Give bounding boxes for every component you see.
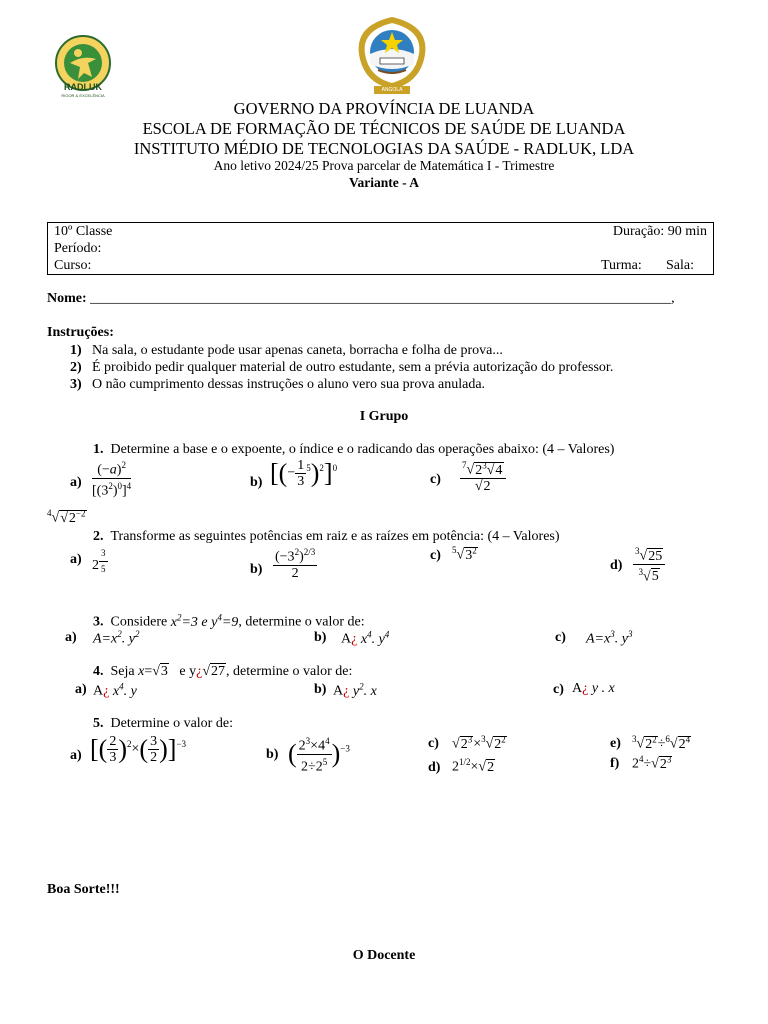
question-4: 4. Seja x=√3 e y¿√27, determine o valor de:: [93, 664, 353, 679]
q3-expr-c: $A=x^3$. $y^3$: [586, 629, 633, 647]
nome-row: [47, 291, 675, 307]
boa-sorte: Boa Sorte!!!: [47, 882, 120, 897]
q3-expr-a: $A=x^2$. $y^2$: [93, 629, 140, 647]
q2-expr-a: 2 $^{\frac{3}{5}}$: [92, 548, 106, 574]
q5-label-e: e): [610, 736, 621, 751]
angola-emblem: [352, 14, 432, 100]
q4-label-b: b): [314, 682, 327, 697]
q5-expr-f: $2^4\div√2^3$: [632, 754, 672, 772]
q1-expr-a: $\frac{(-a)^2}{[(3^2)^0]^4}$: [92, 460, 132, 499]
header-line-3: INSTITUTO MÉDIO DE TECNOLOGIAS DA SAÚDE - RADLUK, LDA: [133, 139, 635, 158]
sala-field: Sala:: [666, 258, 694, 273]
question-1: 1. Determine a base e o expoente, o índice e o radicando das operações abaixo: (4 – Valores): [93, 442, 615, 457]
q2-label-b: b): [250, 562, 263, 577]
q5-label-f: f): [610, 756, 620, 771]
instrucao-item: 2) É proibido pedir qualquer material de outro estudante, sem a prévia autorização do professor.: [70, 360, 614, 375]
radluk-logo: [48, 33, 118, 103]
q1-expr-c: $\frac{^7√2^3√4}{√2}$: [460, 458, 506, 494]
q3-label-c: c): [555, 630, 566, 645]
q1-label-c: c): [430, 472, 441, 487]
header-line-1: GOVERNO DA PROVÍNCIA DE LUANDA: [233, 99, 535, 118]
q2-label-a: a): [70, 552, 82, 567]
turma-field: Turma:: [601, 258, 642, 273]
question-2: 2. Transforme as seguintes potências em raiz e as raízes em potência: (4 – Valores): [93, 529, 560, 544]
q1-label-a: a): [70, 475, 82, 490]
q5-label-b: b): [266, 747, 279, 762]
angola-emblem-text: ANGOLA: [381, 87, 403, 93]
info-box: [47, 222, 714, 275]
q1-expr-b: [(− $\frac{1}{3}$ $^5$)$^2$]$^0$: [270, 458, 338, 489]
instrucao-item: 3) O não cumprimento dessas instruções o aluno vero sua prova anulada.: [70, 377, 486, 392]
q5-expr-b: ( $\frac{2^3\times 4^4}{2\div 2^5}$ )$^{-3}$: [288, 736, 350, 775]
q2-expr-d: $\frac{^3√25}{^3√5}$: [633, 544, 665, 584]
instrucao-item: 1) Na sala, o estudante pode usar apenas caneta, borracha e folha de prova...: [70, 343, 503, 358]
q4-expr-a: A¿ $x^4$. y: [93, 681, 137, 699]
q2-label-d: d): [610, 558, 623, 573]
q4-expr-b: A¿ $y^2$. x: [333, 681, 377, 699]
classe-field: 10º Classe: [54, 224, 113, 239]
q5-expr-e: $^3√2^2\div^6√2^4$: [632, 734, 691, 752]
q5-label-c: c): [428, 736, 439, 751]
q5-expr-a: [( $\frac{2}{3}$ )$^2$×( $\frac{3}{2}$ )]$^{-3}$: [90, 734, 187, 765]
radluk-logo-tagline: RIGOR & EXCELÊNCIA: [61, 93, 105, 98]
nome-line: ___________________________________________________________________________________,: [90, 291, 675, 306]
radluk-logo-text: RADLUK: [64, 82, 102, 92]
q1-expr-d: $^4√√2^{-2}$: [47, 508, 86, 526]
variant-label: Variante - A: [349, 175, 419, 190]
q2-expr-c: $^5√3^2$: [452, 545, 477, 563]
duracao-field: Duração: 90 min: [612, 224, 707, 239]
docente-signature-label: O Docente: [352, 948, 416, 963]
q5-label-d: d): [428, 760, 441, 775]
q4-label-c: c): [553, 682, 564, 697]
q3-label-b: b): [314, 630, 327, 645]
q4-label-a: a): [75, 682, 87, 697]
header-line-2: ESCOLA DE FORMAÇÃO DE TÉCNICOS DE SAÚDE DE LUANDA: [142, 119, 626, 138]
nome-label: Nome:: [47, 291, 87, 306]
periodo-field: Período:: [54, 241, 102, 256]
question-3: 3. Considere $x^2=3$ e $y^4=9$, determine o valor de:: [93, 612, 365, 630]
q5-label-a: a): [70, 748, 82, 763]
instrucoes-title: Instruções:: [47, 325, 114, 340]
q1-label-b: b): [250, 475, 263, 490]
q2-expr-b: $\frac{(-3^2)^{2/3}}{2}$: [275, 547, 316, 581]
instrucoes-list: [70, 342, 613, 393]
q3-label-a: a): [65, 630, 77, 645]
q5-expr-d: $2^{1/2}\times√2$: [452, 757, 495, 775]
q3-expr-b: A¿ $x^4$. $y^4$: [341, 629, 390, 647]
header-line-4: Ano letivo 2024/25 Prova parcelar de Matemática I - Trimestre: [213, 158, 555, 173]
q5-expr-c: $√2^3\times^3√2^2$: [452, 734, 506, 752]
curso-field: Curso:: [54, 258, 92, 273]
q2-label-c: c): [430, 548, 441, 563]
grupo-title: I Grupo: [359, 409, 409, 424]
q4-expr-c: A¿ y . x: [572, 681, 615, 696]
question-5: 5. Determine o valor de:: [93, 716, 233, 731]
